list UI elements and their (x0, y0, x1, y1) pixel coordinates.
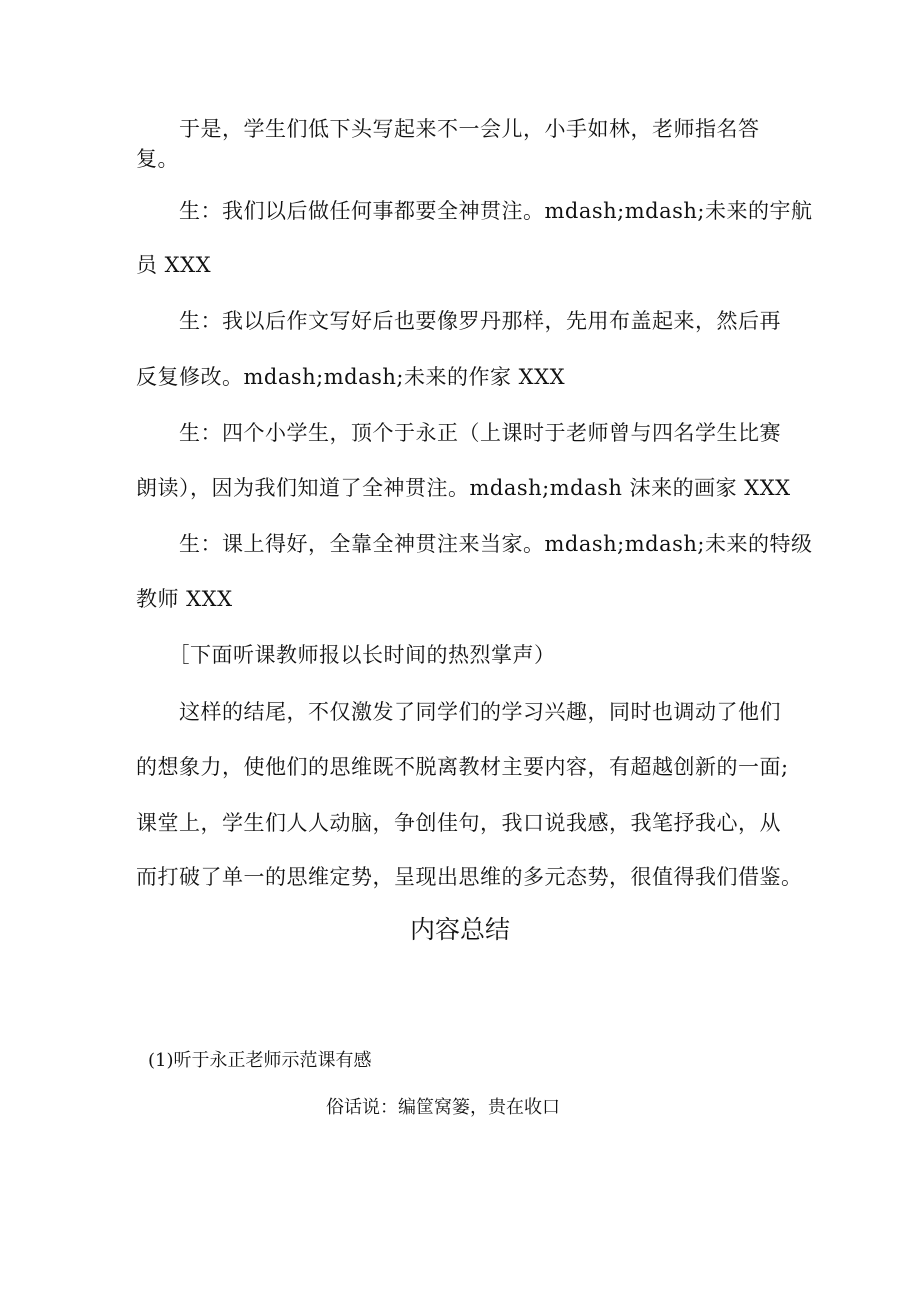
paragraph-line-12: 这样的结尾，不仅激发了同学们的学习兴趣，同时也调动了他们 (136, 700, 781, 724)
paragraph-line-11: ［下面听课教师报以长时间的热烈掌声） (136, 643, 556, 667)
paragraph-line-14: 课堂上，学生们人人动脑，争创佳句，我口说我感，我笔抒我心，从 (136, 811, 781, 835)
paragraph-line-13: 的想象力，使他们的思维既不脱离教材主要内容，有超越创新的一面; (136, 755, 789, 779)
paragraph-line-7: 生：四个小学生，顶个于永正（上课时于老师曾与四名学生比赛 (136, 421, 781, 445)
paragraph-line-9: 生：课上得好，全靠全神贯注来当家。mdash;mdash;未来的特级 (136, 532, 813, 556)
paragraph-line-15: 而打破了单一的思维定势，呈现出思维的多元态势，很值得我们借鉴。 (136, 865, 803, 889)
paragraph-line-10: 教师 XXX (136, 587, 233, 611)
summary-quote: 俗话说：编筐窝篓，贵在收口 (326, 1097, 560, 1118)
paragraph-line-5: 生：我以后作文写好后也要像罗丹那样，先用布盖起来，然后再 (136, 309, 781, 333)
paragraph-line-2: 复。 (136, 147, 179, 171)
paragraph-line-6: 反复修改。mdash;mdash;未来的作家 XXX (136, 365, 566, 389)
summary-title: 内容总结 (409, 915, 510, 944)
paragraph-line-3: 生：我们以后做任何事都要全神贯注。mdash;mdash;未来的宇航 (136, 199, 813, 223)
paragraph-line-1: 于是，学生们低下头写起来不一会儿，小手如林，老师指名答 (136, 117, 760, 141)
paragraph-line-4: 员 XXX (136, 253, 212, 277)
paragraph-line-8: 朗读），因为我们知道了全神贯注。mdash;mdash 沫来的画家 XXX (136, 476, 791, 500)
summary-item: (1)听于永正老师示范课有感 (148, 1050, 372, 1071)
